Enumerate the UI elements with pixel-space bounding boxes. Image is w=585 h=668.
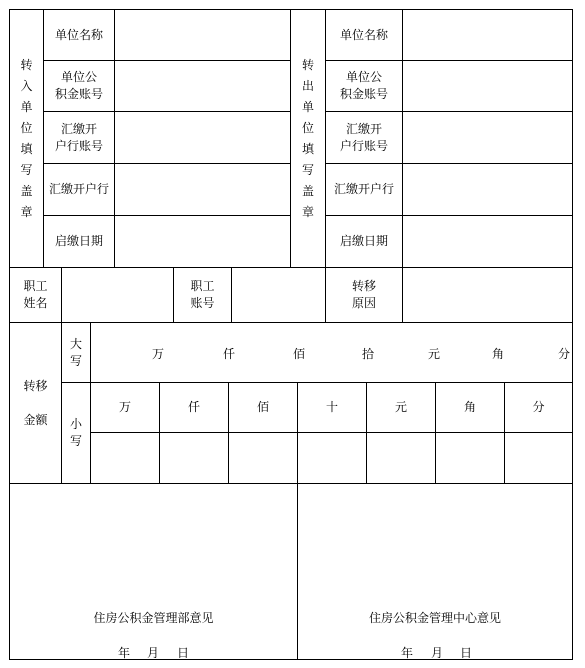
center-opinion-field[interactable] bbox=[298, 484, 572, 604]
in-unit-name-label: 单位名称 bbox=[54, 27, 103, 42]
in-start-date-field[interactable] bbox=[115, 216, 290, 267]
out-start-date-label: 启缴日期 bbox=[339, 234, 388, 248]
lowercase-unit-qian: 仟 bbox=[187, 400, 200, 414]
lowercase-unit-yuan: 元 bbox=[394, 400, 407, 414]
side-char: 章 bbox=[301, 204, 314, 219]
digit-cell-jiao[interactable] bbox=[436, 433, 504, 483]
digit-cell-qian[interactable] bbox=[160, 433, 228, 483]
in-unit-name-field[interactable] bbox=[115, 10, 290, 60]
side-char: 转 bbox=[301, 57, 314, 72]
uppercase-unit-jiao: 角 bbox=[492, 347, 505, 361]
transfer-in-side-label bbox=[10, 10, 43, 267]
side-char: 写 bbox=[301, 162, 314, 177]
in-bank-account-label: 汇缴开 户行账号 bbox=[54, 121, 103, 153]
department-month: 月 bbox=[147, 646, 160, 660]
uppercase-unit-fen: 分 bbox=[558, 347, 571, 361]
employee-name-field[interactable] bbox=[62, 268, 173, 322]
center-day: 日 bbox=[460, 646, 473, 660]
digit-cell-wan[interactable] bbox=[91, 433, 159, 483]
lowercase-unit-fen: 分 bbox=[532, 400, 545, 414]
lowercase-unit-wan: 万 bbox=[118, 400, 131, 414]
out-bank-account-field[interactable] bbox=[403, 112, 572, 163]
transfer-reason-label: 转移 原因 bbox=[351, 279, 376, 310]
side-char: 位 bbox=[20, 120, 33, 135]
lowercase-unit-bai: 佰 bbox=[256, 400, 269, 414]
in-fund-account-field[interactable] bbox=[115, 61, 290, 111]
border-right bbox=[572, 9, 573, 660]
digit-cell-shi[interactable] bbox=[298, 433, 366, 483]
out-unit-name-label: 单位名称 bbox=[339, 27, 388, 42]
out-fund-account-label: 单位公 积金账号 bbox=[339, 70, 388, 101]
out-bank-label: 汇缴开户行 bbox=[333, 182, 394, 196]
uppercase-label: 大 写 bbox=[69, 336, 82, 368]
department-opinion-field[interactable] bbox=[10, 484, 297, 604]
out-unit-name-field[interactable] bbox=[403, 10, 572, 60]
side-char: 填 bbox=[301, 141, 314, 156]
lowercase-unit-jiao: 角 bbox=[463, 400, 476, 414]
transfer-reason-field[interactable] bbox=[403, 268, 572, 322]
digit-cell-bai[interactable] bbox=[229, 433, 297, 483]
side-char: 填 bbox=[20, 141, 33, 156]
side-char: 章 bbox=[20, 204, 33, 219]
uppercase-unit-yuan: 元 bbox=[428, 347, 441, 361]
out-bank-field[interactable] bbox=[403, 164, 572, 215]
out-fund-account-field[interactable] bbox=[403, 61, 572, 111]
in-fund-account-label: 单位公 积金账号 bbox=[54, 70, 103, 101]
uppercase-unit-bai: 佰 bbox=[293, 347, 306, 361]
digit-cell-fen[interactable] bbox=[505, 433, 572, 483]
digit-cell-yuan[interactable] bbox=[367, 433, 435, 483]
side-char: 写 bbox=[20, 162, 33, 177]
center-month: 月 bbox=[431, 646, 444, 660]
department-opinion-label: 住房公积金管理部意见 bbox=[93, 610, 214, 625]
side-char: 盖 bbox=[301, 183, 314, 198]
side-char: 转 bbox=[20, 57, 33, 72]
side-char: 单 bbox=[20, 99, 33, 114]
side-char: 盖 bbox=[20, 183, 33, 198]
in-bank-label: 汇缴开户行 bbox=[48, 182, 109, 196]
out-bank-account-label: 汇缴开 户行账号 bbox=[339, 121, 388, 153]
in-start-date-label: 启缴日期 bbox=[54, 234, 103, 248]
center-year: 年 bbox=[401, 646, 414, 660]
employee-account-label: 职工 账号 bbox=[190, 279, 215, 310]
transfer-out-side-label bbox=[291, 10, 325, 267]
uppercase-unit-wan: 万 bbox=[152, 347, 165, 361]
center-opinion-label: 住房公积金管理中心意见 bbox=[368, 610, 501, 625]
amount-label: 转移 金额 bbox=[23, 378, 48, 427]
side-char: 出 bbox=[301, 78, 314, 93]
side-char: 单 bbox=[301, 99, 314, 114]
in-bank-account-field[interactable] bbox=[115, 112, 290, 163]
side-char: 入 bbox=[20, 78, 33, 93]
border-bottom bbox=[9, 659, 573, 660]
side-char: 位 bbox=[301, 120, 314, 135]
lowercase-label: 小 写 bbox=[69, 417, 82, 448]
department-year: 年 bbox=[118, 646, 131, 660]
department-day: 日 bbox=[177, 646, 190, 660]
uppercase-unit-shi: 拾 bbox=[362, 347, 375, 361]
out-start-date-field[interactable] bbox=[403, 216, 572, 267]
in-bank-field[interactable] bbox=[115, 164, 290, 215]
employee-name-label: 职工 姓名 bbox=[23, 279, 48, 310]
employee-account-field[interactable] bbox=[232, 268, 325, 322]
divider bbox=[9, 322, 573, 323]
uppercase-unit-qian: 仟 bbox=[223, 347, 236, 361]
lowercase-unit-shi: 十 bbox=[325, 400, 338, 414]
